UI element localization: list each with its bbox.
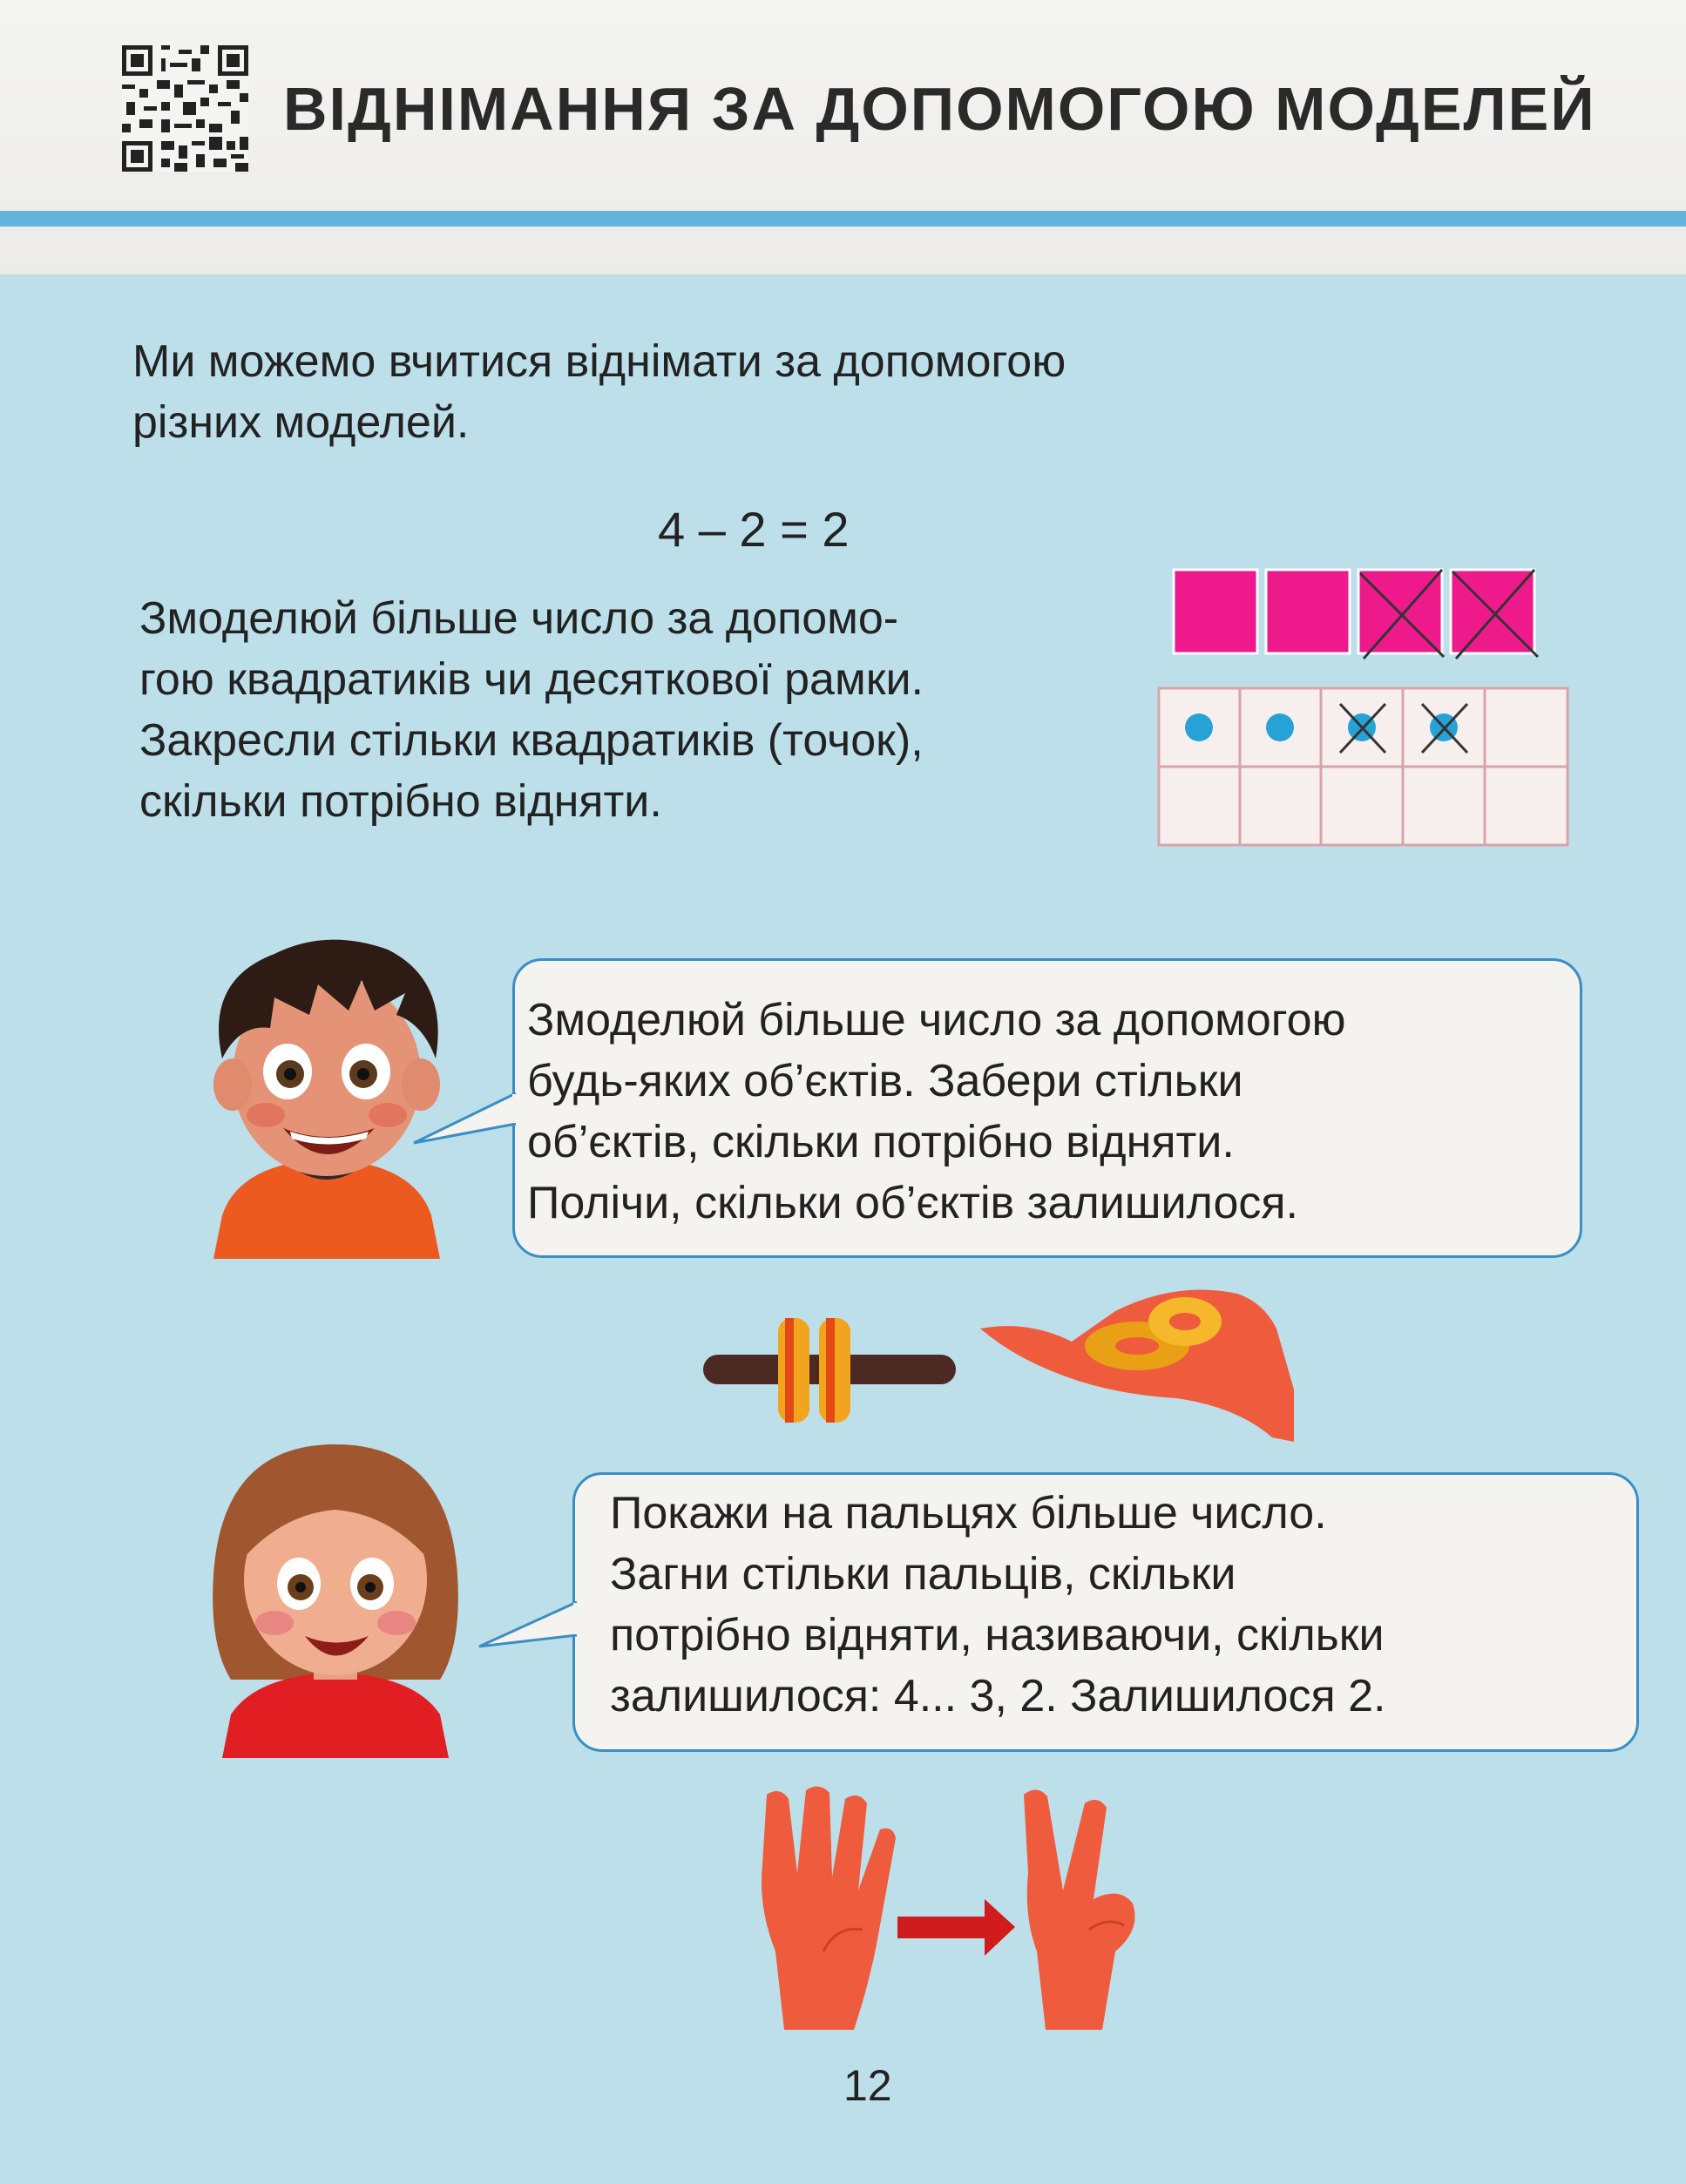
girl-bubble-tail (475, 1599, 579, 1651)
boy-line-2: будь-яких об’єктів. Забери стільки (527, 1056, 1243, 1106)
intro-text (132, 331, 1352, 453)
instruction-line-3: Закресли стільки квадратиків (точок), (139, 715, 924, 766)
instruction-line-4: скільки потрібно відняти. (139, 776, 662, 827)
frame-dot-2 (1266, 713, 1294, 741)
girl-line-2: Загни стільки пальців, скільки (610, 1549, 1236, 1599)
equation: 4 – 2 = 2 (658, 502, 850, 557)
square-2 (1266, 570, 1350, 653)
girl-illustration (187, 1427, 484, 1758)
instruction-line-2: гою квадратиків чи десяткової рамки. (139, 654, 924, 705)
page-header (0, 0, 1686, 274)
girl-line-1: Покажи на пальцях більше число. (610, 1488, 1327, 1538)
boy-bubble-text (527, 990, 1573, 1234)
instruction-line-1: Змоделюй більше число за допомо- (139, 593, 899, 644)
square-model (1172, 566, 1547, 662)
ten-frame (1157, 686, 1571, 848)
page-title: ВІДНІМАННЯ ЗА ДОПОМОГОЮ МОДЕЛЕЙ (283, 75, 1596, 143)
hand-with-rings-icon (976, 1276, 1298, 1442)
qr-code-icon (122, 45, 248, 172)
boy-line-4: Полічи, скільки об’єктів залишилося. (527, 1178, 1298, 1228)
boy-illustration (187, 928, 466, 1259)
intro-line-2: різних моделей. (132, 397, 470, 448)
fingers-four-to-two-icon (749, 1777, 1176, 2030)
abacus-rod-icon (701, 1311, 963, 1429)
square-1 (1174, 570, 1257, 653)
frame-dot-1 (1185, 713, 1213, 741)
boy-line-3: об’єктів, скільки потрібно відняти. (527, 1117, 1235, 1167)
instruction-text (139, 588, 1124, 832)
girl-bubble-text (610, 1483, 1612, 1727)
girl-line-3: потрібно відняти, називаючи, скільки (610, 1610, 1385, 1660)
page-number: 12 (843, 2061, 892, 2110)
header-divider (0, 211, 1686, 227)
boy-line-1: Змоделюй більше число за допомогою (527, 995, 1346, 1045)
intro-line-1: Ми можемо вчитися віднімати за допомогою (132, 336, 1066, 387)
girl-line-4: залишилося: 4... 3, 2. Залишилося 2. (610, 1671, 1386, 1721)
